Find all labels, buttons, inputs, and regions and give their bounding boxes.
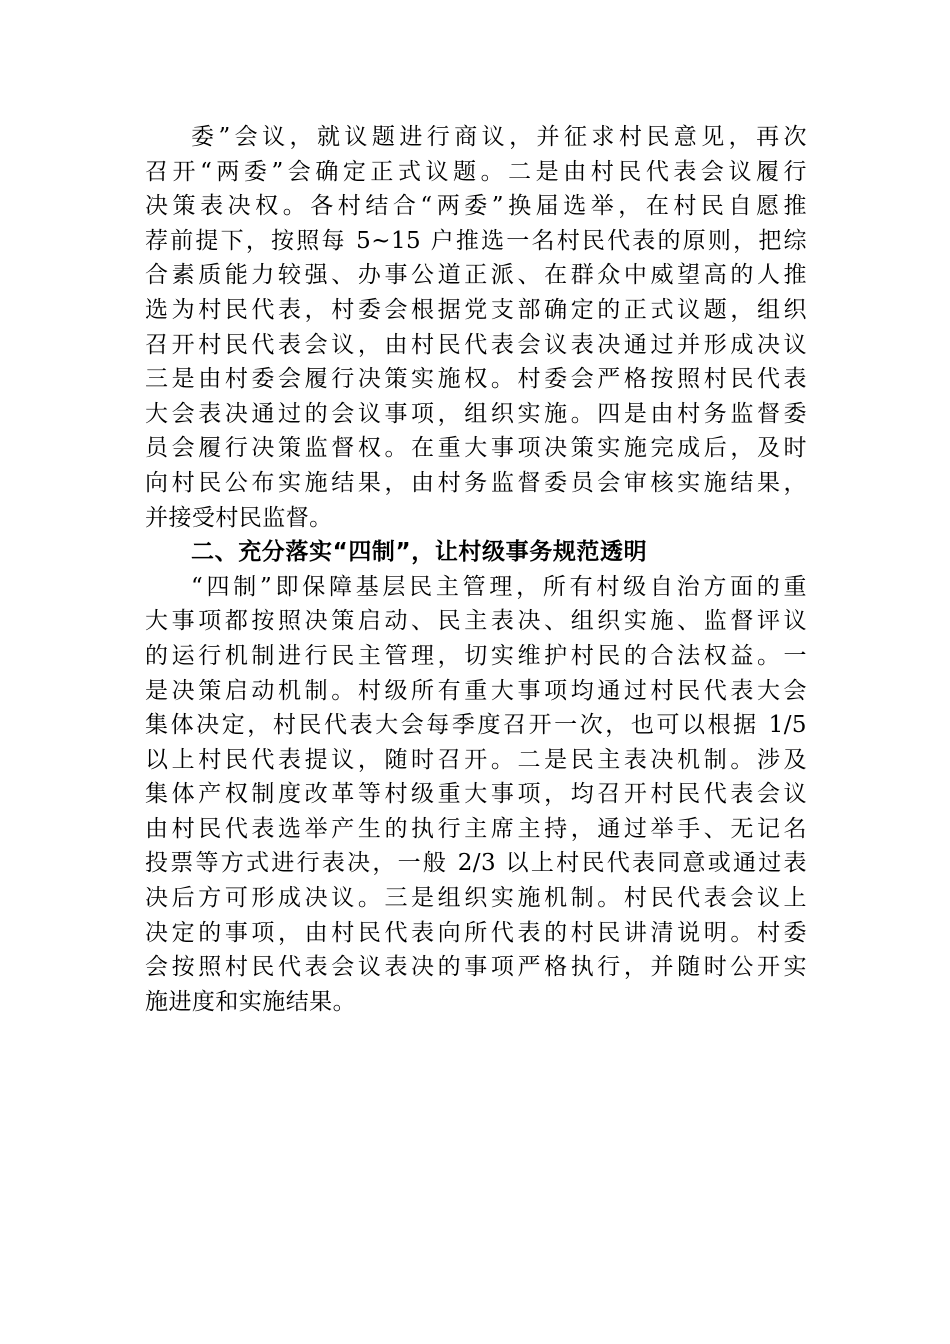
paragraph-line: 合素质能力较强、办事公道正派、在群众中威望高的人推: [145, 262, 807, 289]
paragraph-line: 荐前提下，按照每 5~15 户推选一名村民代表的原则，把综: [145, 227, 807, 254]
paragraph-line: 选为村民代表，村委会根据党支部确定的正式议题，组织: [145, 296, 807, 323]
paragraph-line: 并接受村民监督。: [145, 504, 333, 531]
paragraph-line: 集体决定，村民代表大会每季度召开一次，也可以根据 1/5: [145, 712, 807, 739]
paragraph-line: 向村民公布实施结果，由村务监督委员会审核实施结果，: [145, 469, 807, 496]
paragraph-line: 决定的事项，由村民代表向所代表的村民讲清说明。村委: [145, 919, 807, 946]
paragraph-line: 是决策启动机制。村级所有重大事项均通过村民代表大会: [145, 677, 807, 704]
paragraph-line: 三是由村委会履行决策实施权。村委会严格按照村民代表: [145, 366, 807, 393]
paragraph-line: 由村民代表选举产生的执行主席主持，通过举手、无记名: [145, 815, 807, 842]
paragraph-line: 会按照村民代表会议表决的事项严格执行，并随时公开实: [145, 954, 807, 981]
paragraph-line: 投票等方式进行表决，一般 2/3 以上村民代表同意或通过表: [145, 850, 807, 877]
section-heading: 二、充分落实“四制”，让村级事务规范透明: [191, 539, 648, 566]
paragraph-line: 委”会议，就议题进行商议，并征求村民意见，再次: [191, 124, 807, 150]
paragraph-line: 施进度和实施结果。: [145, 988, 357, 1015]
document-body: [145, 120, 807, 1019]
paragraph-line: 决策表决权。各村结合“两委”换届选举，在村民自愿推: [145, 193, 807, 220]
paragraph-line: 集体产权制度改革等村级重大事项，均召开村民代表会议: [145, 781, 807, 808]
paragraph-line: 员会履行决策监督权。在重大事项决策实施完成后，及时: [145, 435, 807, 462]
paragraph-line: 的运行机制进行民主管理，切实维护村民的合法权益。一: [145, 642, 807, 669]
paragraph-1: [145, 120, 807, 535]
paragraph-line: 大会表决通过的会议事项，组织实施。四是由村务监督委: [145, 400, 807, 427]
paragraph-line: “四制”即保障基层民主管理，所有村级自治方面的重: [191, 573, 807, 600]
paragraph-2: [145, 570, 807, 1020]
paragraph-line: 召开村民代表会议，由村民代表会议表决通过并形成决议: [145, 331, 807, 358]
paragraph-line: 以上村民代表提议，随时召开。二是民主表决机制。涉及: [145, 746, 807, 773]
paragraph-line: 召开“两委”会确定正式议题。二是由村民代表会议履行: [145, 158, 807, 185]
paragraph-line: 决后方可形成决议。三是组织实施机制。村民代表会议上: [145, 885, 807, 912]
paragraph-line: 大事项都按照决策启动、民主表决、组织实施、监督评议: [145, 608, 807, 635]
